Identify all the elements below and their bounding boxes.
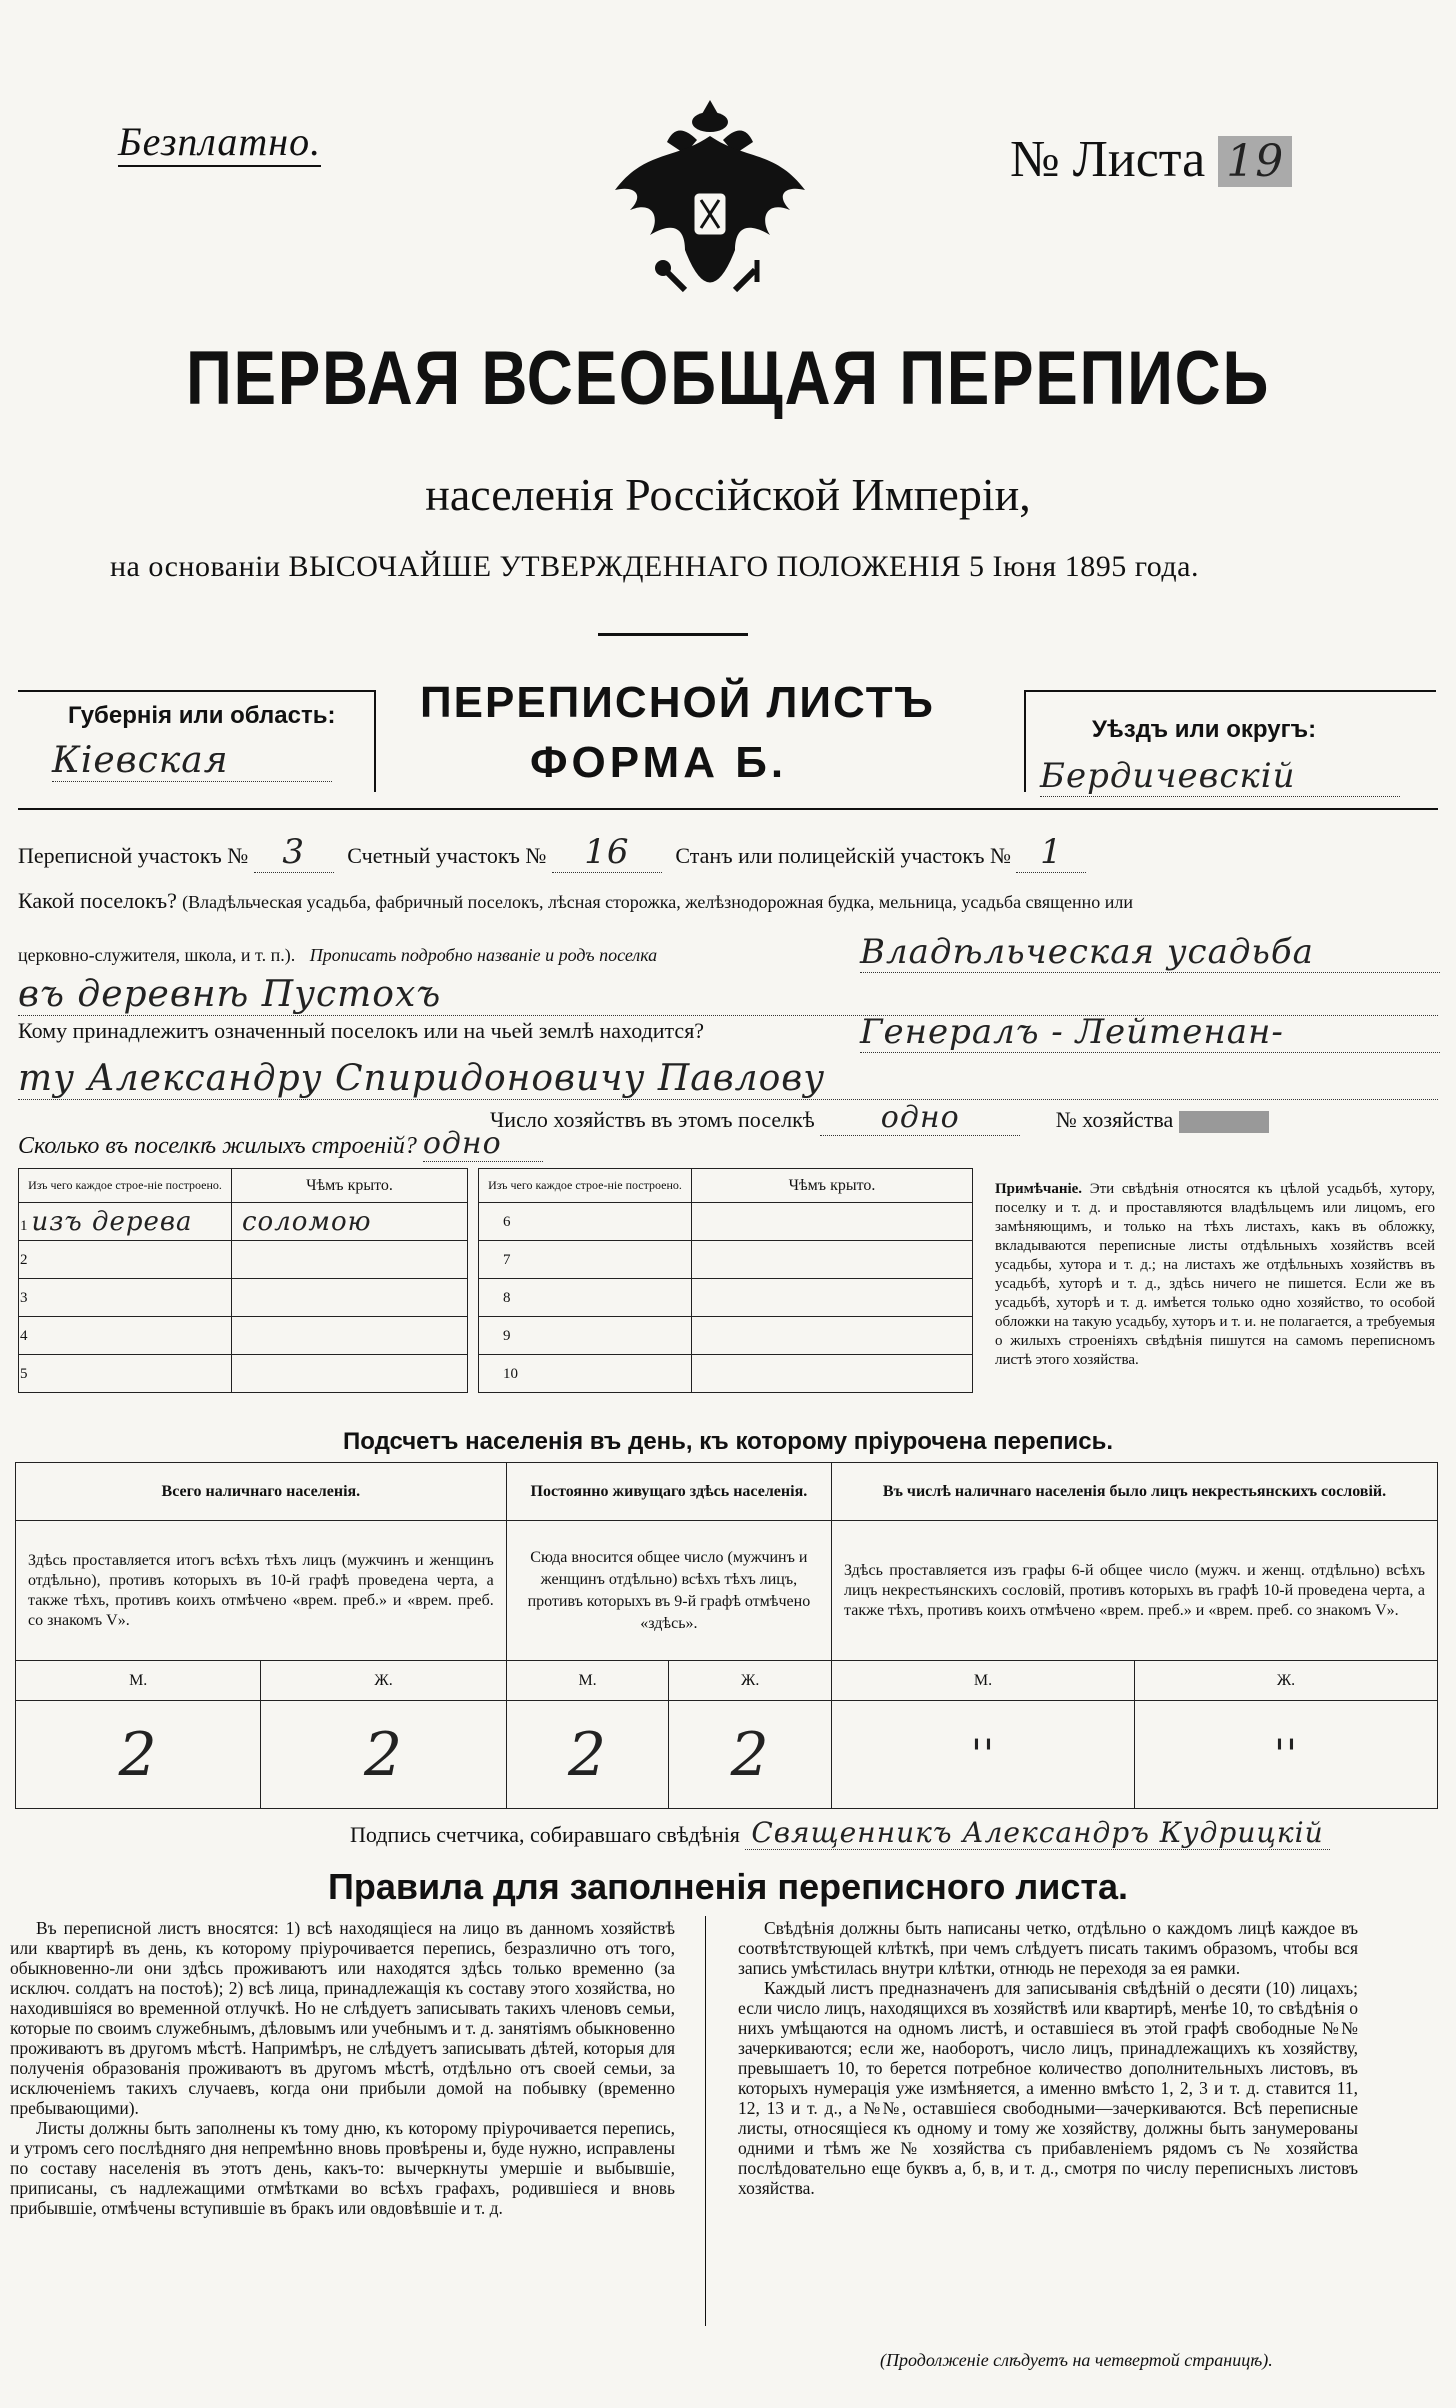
count-district-label: Счетный участокъ № bbox=[347, 843, 547, 868]
sheet-title: ПЕРЕПИСНОЙ ЛИСТЪ bbox=[420, 678, 935, 727]
sheet-number bbox=[1010, 130, 1292, 189]
nonpeasant-female-value: '' bbox=[1134, 1701, 1437, 1809]
table-row: 9 bbox=[479, 1317, 692, 1355]
rules-left-p2: Листы должны быть заполнены къ тому дню, къ которому пріурочивается перепись, и утромъ сего послѣдняго дня непремѣнно вновь провѣрены и, буде нужно, исправлены по составу населенія въ этотъ день, какъ-то: вычеркнуты умершіе и выбывшіе, приписаны, съ надлежащими отмѣтками во всѣхъ графахъ, родившіеся и вновь прибывшіе, отмѣчены вступившіе въ бракъ или овдовѣвшіе и т. д. bbox=[10, 2118, 675, 2218]
owner-value-2: ту Александру Спиридоновичу Павлову bbox=[18, 1058, 1438, 1100]
buildings-label: Сколько въ поселкѣ жилыхъ строеній? bbox=[18, 1133, 417, 1159]
basis-line: на основаніи ВЫСОЧАЙШЕ УТВЕРЖДЕННАГО ПОЛОЖЕНІЯ 5 Іюня 1895 года. bbox=[110, 550, 1199, 583]
owner-value-1: Генералъ - Лейтенан- bbox=[860, 1012, 1440, 1053]
col-roof-header: Чѣмъ крыто. bbox=[692, 1169, 973, 1203]
total-female-value: 2 bbox=[261, 1701, 506, 1809]
households-label: Число хозяйствъ въ этомъ поселкѣ bbox=[490, 1107, 815, 1132]
col-permanent-text: Сюда вносится общее число (мужчинъ и женщинъ отдѣльно) всѣхъ тѣхъ лицъ, противъ которыхъ въ 9-й графѣ отмѣчено «здѣсь». bbox=[506, 1521, 831, 1661]
header-bottom-rule bbox=[18, 808, 1438, 810]
m-label: М. bbox=[16, 1661, 261, 1701]
f-label: Ж. bbox=[1134, 1661, 1437, 1701]
rules-title: Правила для заполненія переписного листа. bbox=[327, 1866, 1129, 1907]
household-no-label: № хозяйства bbox=[1055, 1107, 1174, 1132]
table-row: 3 bbox=[19, 1279, 232, 1317]
col-permanent-title: Постоянно живущаго здѣсь населенія. bbox=[506, 1463, 831, 1521]
table-row: 5 bbox=[19, 1355, 232, 1393]
buildings-note bbox=[995, 1180, 1435, 1370]
column-divider bbox=[705, 1916, 706, 2326]
rules-right-p2: Каждый листъ предназначенъ для записыванія свѣдѣній о десяти (10) лицахъ; если число лицъ, находящихся въ хозяйствѣ или квартирѣ, менѣе 10, то свѣдѣнія о нихъ умѣщаются на одномъ листѣ, и оставшіеся въ этой графѣ свободные №№ зачеркиваются; если же, наоборотъ, число лицъ, принадлежащихъ къ хозяйству, превышаетъ 10, то берется потребное количество дополнительныхъ листовъ, въ которыхъ нумерація уже измѣняется, а именно вмѣсто 1, 2, 3 и т. д. ставится 11, 12, 13 и т. д., а №№, оставшіеся свободными—зачеркиваются. Всѣ переписные листы, относящіеся къ одному и тому же хозяйству, должны быть занумерованы одними и тѣмъ же № хозяйства съ прибавленіемъ рядомъ съ № хозяйства послѣдовательно еще буквъ а, б, в, и т. д., смотря по числу переписныхъ листовъ хозяйства. bbox=[738, 1978, 1358, 2198]
form-name: ФОРМА Б. bbox=[530, 738, 788, 787]
population-title: Подсчетъ населенія въ день, къ которому пріурочена перепись. bbox=[343, 1428, 1113, 1455]
table-row: 7 bbox=[479, 1241, 692, 1279]
households-line bbox=[490, 1100, 1269, 1136]
settlement-hint-2: церковно-служителя, школа, и т. п.). bbox=[18, 945, 296, 965]
rules-right-column bbox=[738, 1918, 1358, 2198]
table-row: 6 bbox=[479, 1203, 692, 1241]
sheet-number-label: № Листа bbox=[1010, 131, 1206, 188]
m-label: М. bbox=[832, 1661, 1135, 1701]
f-label: Ж. bbox=[261, 1661, 506, 1701]
households-value: одно bbox=[820, 1100, 1020, 1136]
signature-value: Священникъ Александръ Кудрицкій bbox=[745, 1816, 1329, 1850]
buildings-value: одно bbox=[423, 1126, 543, 1162]
census-district-label: Переписной участокъ № bbox=[18, 843, 249, 868]
double-headed-eagle-icon bbox=[605, 100, 815, 315]
population-table bbox=[15, 1462, 1438, 1809]
table-row: 10 bbox=[479, 1355, 692, 1393]
owner-label: Кому принадлежитъ означенный поселокъ или на чьей землѣ находится? bbox=[18, 1018, 705, 1043]
permanent-female-value: 2 bbox=[669, 1701, 832, 1809]
col-nonpeasant-title: Въ числѣ наличнаго населенія было лицъ некрестьянскихъ сословій. bbox=[832, 1463, 1438, 1521]
signature-line bbox=[350, 1816, 1330, 1849]
settlement-value-1: Владѣльческая усадьба bbox=[860, 932, 1440, 973]
rules-right-p1: Свѣдѣнія должны быть написаны четко, отдѣльно о каждомъ лицѣ каждое въ соотвѣтствующей клѣткѣ, при чемъ слѣдуетъ писать такимъ образомъ, чтобы вся запись умѣстилась внутри клѣтки, отнюдь не переходя за ея рамки. bbox=[738, 1918, 1358, 1978]
table-row: 4 bbox=[19, 1317, 232, 1355]
settlement-line bbox=[18, 888, 1133, 914]
sheet-number-value: 19 bbox=[1218, 136, 1292, 187]
rules-left-column bbox=[10, 1918, 675, 2218]
col-total-title: Всего наличнаго населенія. bbox=[16, 1463, 507, 1521]
table-row: 8 bbox=[479, 1279, 692, 1317]
table-row: 1 изъ дерева bbox=[19, 1203, 232, 1241]
stan-value: 1 bbox=[1016, 832, 1086, 873]
nonpeasant-male-value: '' bbox=[832, 1701, 1135, 1809]
col-nonpeasant-text: Здѣсь проставляется изъ графы 6-й общее число (мужч. и женщ. отдѣльно) всѣхъ лицъ некрестьянскихъ сословій, противъ которыхъ въ графѣ 10-й проведена черта, а также тѣхъ, противъ коихъ отмѣчено «врем. преб.» и «врем. преб. со знакомъ V». bbox=[832, 1521, 1438, 1661]
col-roof-header: Чѣмъ крыто. bbox=[232, 1169, 468, 1203]
f-label: Ж. bbox=[669, 1661, 832, 1701]
buildings-line bbox=[18, 1126, 543, 1162]
col-material-header: Изъ чего каждое строе-ніе построено. bbox=[479, 1169, 692, 1203]
free-label: Безплатно. bbox=[118, 118, 321, 167]
buildings-table-right bbox=[478, 1168, 973, 1393]
settlement-label: Какой поселокъ? bbox=[18, 888, 177, 913]
district-line bbox=[18, 832, 1438, 873]
page-title: ПЕРВАЯ ВСЕОБЩАЯ ПЕРЕПИСЬ bbox=[185, 336, 1271, 421]
buildings-table-left: Изъ чего каждое строе-ніе построено. Чѣмъ крыто. 1 изъ дерева соломою 2 3 4 5 bbox=[18, 1168, 468, 1393]
settlement-line-2 bbox=[18, 945, 657, 966]
rules-left-p1: Въ переписной листъ вносятся: 1) всѣ находящіеся на лицо въ данномъ хозяйствѣ или квартирѣ въ день, къ которому пріурочивается перепись, безразлично отъ того, обыкновенно-ли они здѣсь проживаютъ или находятся здѣсь только временно (за исключ. солдатъ на постоѣ); 2) всѣ лица, принадлежащія къ составу этого хозяйства, но находившіяся во временной отлучкѣ. Но не слѣдуетъ записывать такихъ членовъ семьи, которые по своимъ служебнымъ, дѣловымъ или учебнымъ и т. д. занятіямъ обыкновенно проживаютъ въ другомъ мѣстѣ. Напримѣръ, не слѣдуетъ записывать дѣтей, которыя для полученія образованія проживаютъ въ другомъ мѣстѣ, отдѣльно отъ своей семьи, за исключеніемъ такихъ случаевъ, когда они прибыли домой на побывку (временно пребывающими). bbox=[10, 1918, 675, 2118]
settlement-hint-1: (Владѣльческая усадьба, фабричный поселокъ, лѣсная сторожка, желѣзнодорожная будка, мельница, усадьба священно или bbox=[182, 892, 1133, 912]
page-subtitle: населенія Россійской Имперіи, bbox=[425, 469, 1031, 520]
table-row: 2 bbox=[19, 1241, 232, 1279]
stan-label: Станъ или полицейскій участокъ № bbox=[675, 843, 1011, 868]
household-no-redaction bbox=[1179, 1111, 1269, 1133]
signature-label: Подпись счетчика, собиравшаго свѣдѣнія bbox=[350, 1822, 740, 1847]
note-title: Примѣчаніе. bbox=[995, 1181, 1083, 1197]
col-material-header: Изъ чего каждое строе-ніе построено. bbox=[19, 1169, 232, 1203]
settlement-value-2: въ деревнѣ Пустохъ bbox=[18, 974, 1438, 1016]
continuation-note: (Продолженіе слѣдуетъ на четвертой страницѣ). bbox=[880, 2350, 1273, 2370]
note-text: Эти свѣдѣнія относятся къ цѣлой усадьбѣ, хутору, поселку и т. д. и проставляются владѣльцемъ или лицомъ, его замѣняющимъ, и только на тѣхъ листахъ, какъ въ обложку, вкладываются переписные листы отдѣльныхъ хозяйствъ всей усадьбы, хутора и т. д.; на листахъ же отдѣльныхъ хозяйствъ въ усадьбѣ, хуторѣ и т. д., здѣсь ничего не пишется. Если же въ усадьбѣ, хуторѣ и т. д. имѣется только одно хозяйство, то особой обложки на такую усадьбу, хуторъ и т. и. не полагается, а требуемыя о жилыхъ строеніяхъ свѣдѣнія пишутся на самомъ переписномъ листѣ этого хозяйства. bbox=[995, 1181, 1436, 1368]
count-district-value: 16 bbox=[552, 832, 662, 873]
total-male-value: 2 bbox=[16, 1701, 261, 1809]
divider bbox=[598, 633, 748, 636]
col-total-text: Здѣсь проставляется итогъ всѣхъ тѣхъ лицъ (мужчинъ и женщинъ отдѣльно), противъ которыхъ въ 10-й графѣ проведена черта, а также тѣхъ, противъ коихъ отмѣчено «врем. преб.» и «врем. преб. со знакомъ V». bbox=[16, 1521, 507, 1661]
gubernia-value: Кіевская bbox=[52, 740, 332, 782]
m-label: М. bbox=[506, 1661, 669, 1701]
settlement-hint-3: Прописать подробно названіе и родъ поселка bbox=[309, 945, 658, 965]
uezd-value: Бердичевскій bbox=[1040, 756, 1400, 797]
gubernia-label: Губернія или область: bbox=[68, 702, 336, 729]
permanent-male-value: 2 bbox=[506, 1701, 669, 1809]
uezd-label: Уѣздъ или округъ: bbox=[1092, 716, 1317, 743]
census-district-value: 3 bbox=[254, 832, 334, 873]
